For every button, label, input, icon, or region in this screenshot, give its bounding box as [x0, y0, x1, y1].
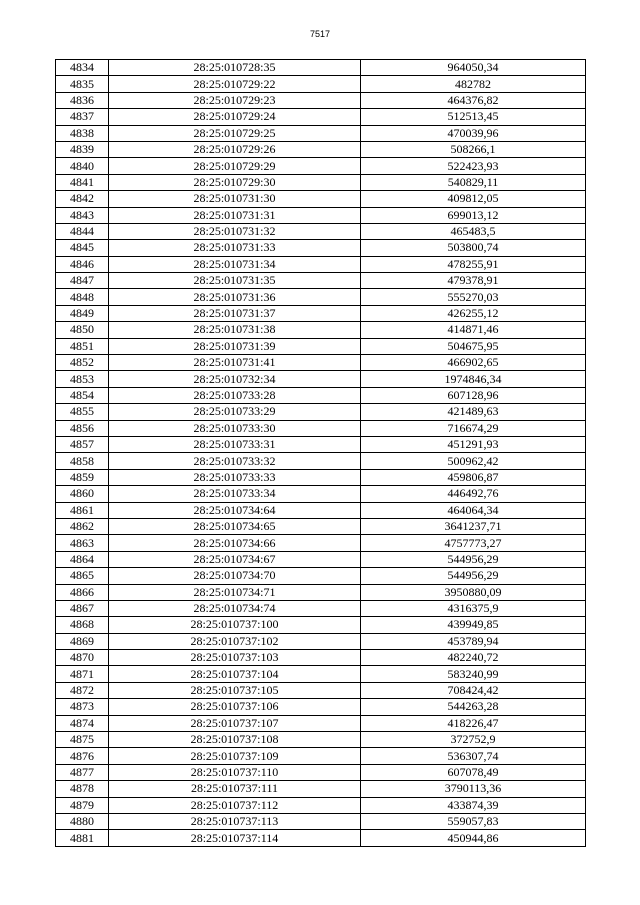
value-cell: 450944,86	[361, 830, 586, 846]
row-number-cell: 4851	[56, 338, 109, 354]
row-number-cell: 4838	[56, 125, 109, 141]
value-cell: 466902,65	[361, 355, 586, 371]
table-row	[56, 322, 586, 338]
table-row	[56, 535, 586, 551]
value-cell: 3950880,09	[361, 584, 586, 600]
row-number-cell: 4856	[56, 420, 109, 436]
cadastral-number-cell: 28:25:010733:28	[109, 387, 361, 403]
table-row	[56, 60, 586, 76]
cadastral-number-cell: 28:25:010737:100	[109, 617, 361, 633]
cadastral-number-cell: 28:25:010737:102	[109, 633, 361, 649]
row-number-cell: 4842	[56, 191, 109, 207]
cadastral-number-cell: 28:25:010733:34	[109, 486, 361, 502]
row-number-cell: 4853	[56, 371, 109, 387]
value-cell: 522423,93	[361, 158, 586, 174]
value-cell: 607128,96	[361, 387, 586, 403]
row-number-cell: 4839	[56, 141, 109, 157]
row-number-cell: 4878	[56, 781, 109, 797]
row-number-cell: 4870	[56, 650, 109, 666]
page-number: 7517	[309, 29, 331, 39]
value-cell: 536307,74	[361, 748, 586, 764]
table-row	[56, 764, 586, 780]
value-cell: 372752,9	[361, 732, 586, 748]
value-cell: 512513,45	[361, 109, 586, 125]
table-row	[56, 404, 586, 420]
value-cell: 482782	[361, 76, 586, 92]
row-number-cell: 4852	[56, 355, 109, 371]
cadastral-number-cell: 28:25:010737:107	[109, 715, 361, 731]
row-number-cell: 4874	[56, 715, 109, 731]
value-cell: 544956,29	[361, 551, 586, 567]
table-row	[56, 158, 586, 174]
value-cell: 439949,85	[361, 617, 586, 633]
value-cell: 464376,82	[361, 92, 586, 108]
value-cell: 504675,95	[361, 338, 586, 354]
value-cell: 451291,93	[361, 436, 586, 452]
value-cell: 3790113,36	[361, 781, 586, 797]
row-number-cell: 4873	[56, 699, 109, 715]
table-row	[56, 453, 586, 469]
table-row	[56, 240, 586, 256]
table-row	[56, 125, 586, 141]
value-cell: 716674,29	[361, 420, 586, 436]
row-number-cell: 4854	[56, 387, 109, 403]
cadastral-number-cell: 28:25:010731:35	[109, 273, 361, 289]
cadastral-number-cell: 28:25:010737:113	[109, 813, 361, 829]
cadastral-number-cell: 28:25:010731:32	[109, 223, 361, 239]
value-cell: 508266,1	[361, 141, 586, 157]
value-cell: 414871,46	[361, 322, 586, 338]
table-row	[56, 633, 586, 649]
table-row	[56, 830, 586, 846]
value-cell: 478255,91	[361, 256, 586, 272]
value-cell: 503800,74	[361, 240, 586, 256]
cadastral-number-cell: 28:25:010737:110	[109, 764, 361, 780]
row-number-cell: 4841	[56, 174, 109, 190]
row-number-cell: 4855	[56, 404, 109, 420]
row-number-cell: 4868	[56, 617, 109, 633]
value-cell: 4757773,27	[361, 535, 586, 551]
row-number-cell: 4849	[56, 305, 109, 321]
cadastral-number-cell: 28:25:010737:103	[109, 650, 361, 666]
table-row	[56, 666, 586, 682]
row-number-cell: 4869	[56, 633, 109, 649]
row-number-cell: 4843	[56, 207, 109, 223]
table-row	[56, 109, 586, 125]
table-row	[56, 207, 586, 223]
cadastral-number-cell: 28:25:010731:31	[109, 207, 361, 223]
table-row	[56, 551, 586, 567]
row-number-cell: 4866	[56, 584, 109, 600]
cadastral-number-cell: 28:25:010737:104	[109, 666, 361, 682]
row-number-cell: 4859	[56, 469, 109, 485]
row-number-cell: 4850	[56, 322, 109, 338]
table-row	[56, 715, 586, 731]
cadastral-number-cell: 28:25:010734:65	[109, 518, 361, 534]
row-number-cell: 4860	[56, 486, 109, 502]
table-row	[56, 748, 586, 764]
row-number-cell: 4847	[56, 273, 109, 289]
row-number-cell: 4881	[56, 830, 109, 846]
table-row	[56, 682, 586, 698]
cadastral-number-cell: 28:25:010737:106	[109, 699, 361, 715]
cadastral-number-cell: 28:25:010729:23	[109, 92, 361, 108]
value-cell: 459806,87	[361, 469, 586, 485]
table-row	[56, 371, 586, 387]
table-row	[56, 256, 586, 272]
cadastral-number-cell: 28:25:010734:74	[109, 600, 361, 616]
value-cell: 544956,29	[361, 568, 586, 584]
value-cell: 559057,83	[361, 813, 586, 829]
table-row	[56, 584, 586, 600]
row-number-cell: 4834	[56, 60, 109, 76]
cadastral-number-cell: 28:25:010731:30	[109, 191, 361, 207]
value-cell: 699013,12	[361, 207, 586, 223]
cadastral-number-cell: 28:25:010728:35	[109, 60, 361, 76]
table-row	[56, 76, 586, 92]
value-cell: 421489,63	[361, 404, 586, 420]
value-cell: 426255,12	[361, 305, 586, 321]
table-row	[56, 568, 586, 584]
value-cell: 433874,39	[361, 797, 586, 813]
row-number-cell: 4857	[56, 436, 109, 452]
cadastral-number-cell: 28:25:010733:32	[109, 453, 361, 469]
row-number-cell: 4872	[56, 682, 109, 698]
cadastral-number-cell: 28:25:010729:24	[109, 109, 361, 125]
value-cell: 607078,49	[361, 764, 586, 780]
row-number-cell: 4846	[56, 256, 109, 272]
table-row	[56, 797, 586, 813]
row-number-cell: 4875	[56, 732, 109, 748]
value-cell: 3641237,71	[361, 518, 586, 534]
cadastral-number-cell: 28:25:010731:39	[109, 338, 361, 354]
table-row	[56, 92, 586, 108]
row-number-cell: 4863	[56, 535, 109, 551]
cadastral-number-cell: 28:25:010732:34	[109, 371, 361, 387]
cadastral-number-cell: 28:25:010733:30	[109, 420, 361, 436]
table-row	[56, 273, 586, 289]
table-row	[56, 141, 586, 157]
cadastral-number-cell: 28:25:010737:105	[109, 682, 361, 698]
cadastral-number-cell: 28:25:010734:64	[109, 502, 361, 518]
cadastral-number-cell: 28:25:010733:31	[109, 436, 361, 452]
row-number-cell: 4879	[56, 797, 109, 813]
value-cell: 540829,11	[361, 174, 586, 190]
table-row	[56, 486, 586, 502]
cadastral-number-cell: 28:25:010731:34	[109, 256, 361, 272]
table-row	[56, 650, 586, 666]
cadastral-number-cell: 28:25:010731:37	[109, 305, 361, 321]
value-cell: 479378,91	[361, 273, 586, 289]
row-number-cell: 4877	[56, 764, 109, 780]
table-row	[56, 338, 586, 354]
value-cell: 409812,05	[361, 191, 586, 207]
cadastral-number-cell: 28:25:010737:109	[109, 748, 361, 764]
table-row	[56, 518, 586, 534]
cadastral-number-cell: 28:25:010729:22	[109, 76, 361, 92]
cadastral-number-cell: 28:25:010737:112	[109, 797, 361, 813]
table-row	[56, 305, 586, 321]
row-number-cell: 4876	[56, 748, 109, 764]
row-number-cell: 4861	[56, 502, 109, 518]
table-row	[56, 781, 586, 797]
table-row	[56, 617, 586, 633]
table-row	[56, 436, 586, 452]
row-number-cell: 4845	[56, 240, 109, 256]
row-number-cell: 4858	[56, 453, 109, 469]
value-cell: 470039,96	[361, 125, 586, 141]
cadastral-number-cell: 28:25:010731:38	[109, 322, 361, 338]
table-row	[56, 174, 586, 190]
value-cell: 482240,72	[361, 650, 586, 666]
table-row	[56, 469, 586, 485]
value-cell: 453789,94	[361, 633, 586, 649]
value-cell: 708424,42	[361, 682, 586, 698]
row-number-cell: 4871	[56, 666, 109, 682]
value-cell: 418226,47	[361, 715, 586, 731]
value-cell: 4316375,9	[361, 600, 586, 616]
row-number-cell: 4837	[56, 109, 109, 125]
table-row	[56, 502, 586, 518]
cadastral-number-cell: 28:25:010734:67	[109, 551, 361, 567]
value-cell: 500962,42	[361, 453, 586, 469]
row-number-cell: 4835	[56, 76, 109, 92]
row-number-cell: 4840	[56, 158, 109, 174]
row-number-cell: 4848	[56, 289, 109, 305]
table-row	[56, 420, 586, 436]
table-row	[56, 600, 586, 616]
table-row	[56, 813, 586, 829]
cadastral-number-cell: 28:25:010731:36	[109, 289, 361, 305]
table-row	[56, 191, 586, 207]
value-cell: 964050,34	[361, 60, 586, 76]
cadastral-number-cell: 28:25:010729:25	[109, 125, 361, 141]
row-number-cell: 4836	[56, 92, 109, 108]
row-number-cell: 4880	[56, 813, 109, 829]
cadastral-number-cell: 28:25:010737:108	[109, 732, 361, 748]
cadastral-number-cell: 28:25:010734:70	[109, 568, 361, 584]
row-number-cell: 4864	[56, 551, 109, 567]
cadastral-number-cell: 28:25:010731:41	[109, 355, 361, 371]
row-number-cell: 4862	[56, 518, 109, 534]
cadastral-number-cell: 28:25:010733:29	[109, 404, 361, 420]
row-number-cell: 4844	[56, 223, 109, 239]
table-row	[56, 699, 586, 715]
table-row	[56, 223, 586, 239]
row-number-cell: 4865	[56, 568, 109, 584]
cadastral-number-cell: 28:25:010731:33	[109, 240, 361, 256]
cadastral-number-cell: 28:25:010737:114	[109, 830, 361, 846]
value-cell: 1974846,34	[361, 371, 586, 387]
table-row	[56, 355, 586, 371]
cadastral-number-cell: 28:25:010737:111	[109, 781, 361, 797]
value-cell: 583240,99	[361, 666, 586, 682]
table-body	[56, 60, 586, 847]
value-cell: 446492,76	[361, 486, 586, 502]
cadastral-number-cell: 28:25:010729:26	[109, 141, 361, 157]
cadastral-number-cell: 28:25:010734:66	[109, 535, 361, 551]
table-row	[56, 289, 586, 305]
row-number-cell: 4867	[56, 600, 109, 616]
cadastral-number-cell: 28:25:010733:33	[109, 469, 361, 485]
cadastral-number-cell: 28:25:010734:71	[109, 584, 361, 600]
table-row	[56, 387, 586, 403]
value-cell: 544263,28	[361, 699, 586, 715]
value-cell: 464064,34	[361, 502, 586, 518]
value-cell: 465483,5	[361, 223, 586, 239]
cadastral-number-cell: 28:25:010729:30	[109, 174, 361, 190]
table-row	[56, 732, 586, 748]
value-cell: 555270,03	[361, 289, 586, 305]
cadastral-number-cell: 28:25:010729:29	[109, 158, 361, 174]
data-table	[55, 59, 586, 847]
